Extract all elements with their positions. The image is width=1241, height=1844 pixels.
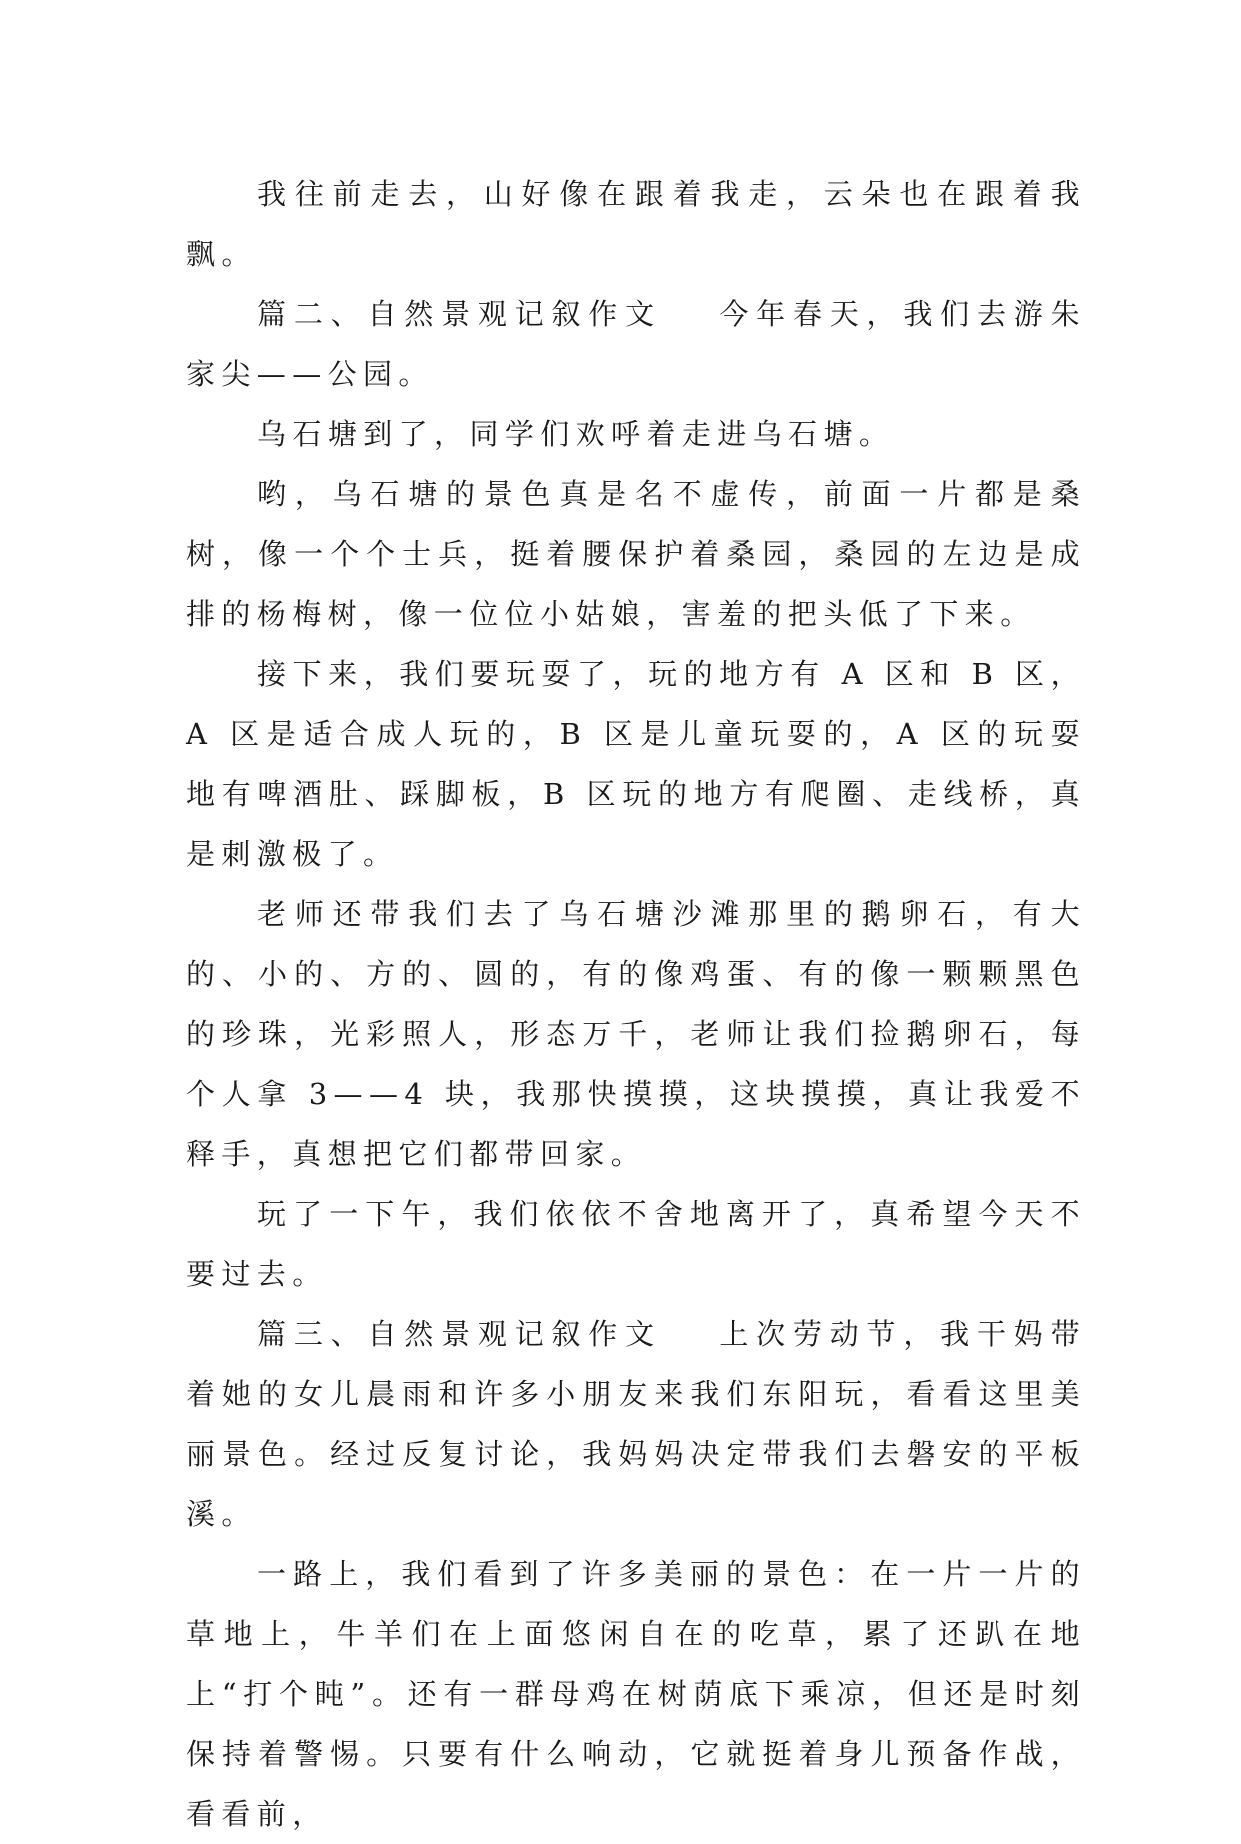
paragraph-text: 老师还带我们去了乌石塘沙滩那里的鹅卵石，有大的、小的、方的、圆的，有的像鸡蛋、有的像一颗颗黑色的珍珠，光彩照人，形态万千，老师让我们捡鹅卵石，每个人拿 3——4 块，我那快摸摸，这块摸摸，真让我爱不释手，真想把它们都带回家。	[186, 897, 1086, 1171]
paragraph-4	[186, 464, 1086, 644]
section-heading-2: 篇二、自然景观记叙作文	[257, 297, 662, 331]
paragraph-text: 今年春天，我们去游朱家尖——公园。	[186, 297, 1086, 391]
paragraph-8	[186, 1304, 1086, 1544]
paragraph-5	[186, 644, 1086, 884]
essay-body	[186, 164, 1086, 1844]
paragraph-text: 上次劳动节，我干妈带着她的女儿晨雨和许多小朋友来我们东阳玩，看看这里美丽景色。经过反复讨论，我妈妈决定带我们去磐安的平板溪。	[186, 1317, 1086, 1531]
paragraph-6	[186, 884, 1086, 1184]
paragraph-9	[186, 1544, 1086, 1844]
paragraph-text: 我往前走去，山好像在跟着我走，云朵也在跟着我飘。	[186, 177, 1086, 271]
paragraph-7	[186, 1184, 1086, 1304]
paragraph-2	[186, 284, 1086, 404]
paragraph-3	[186, 404, 1086, 464]
paragraph-1	[186, 164, 1086, 284]
paragraph-text: 乌石塘到了，同学们欢呼着走进乌石塘。	[257, 417, 895, 451]
paragraph-text: 哟，乌石塘的景色真是名不虚传，前面一片都是桑树，像一个个士兵，挺着腰保护着桑园，桑园的左边是成排的杨梅树，像一位位小姑娘，害羞的把头低了下来。	[186, 477, 1086, 631]
paragraph-text: 一路上，我们看到了许多美丽的景色：在一片一片的草地上，牛羊们在上面悠闲自在的吃草，累了还趴在地上“打个盹”。还有一群母鸡在树荫底下乘凉，但还是时刻保持着警惕。只要有什么响动，它就挺着身儿预备作战，看看前，	[186, 1557, 1086, 1831]
section-heading-3: 篇三、自然景观记叙作文	[257, 1317, 662, 1351]
paragraph-text: 接下来，我们要玩耍了，玩的地方有 A 区和 B 区，A 区是适合成人玩的，B 区是儿童玩耍的，A 区的玩耍地有啤酒肚、踩脚板，B 区玩的地方有爬圈、走线桥，真是刺激极了。	[186, 657, 1086, 871]
paragraph-text: 玩了一下午，我们依依不舍地离开了，真希望今天不要过去。	[186, 1197, 1086, 1291]
